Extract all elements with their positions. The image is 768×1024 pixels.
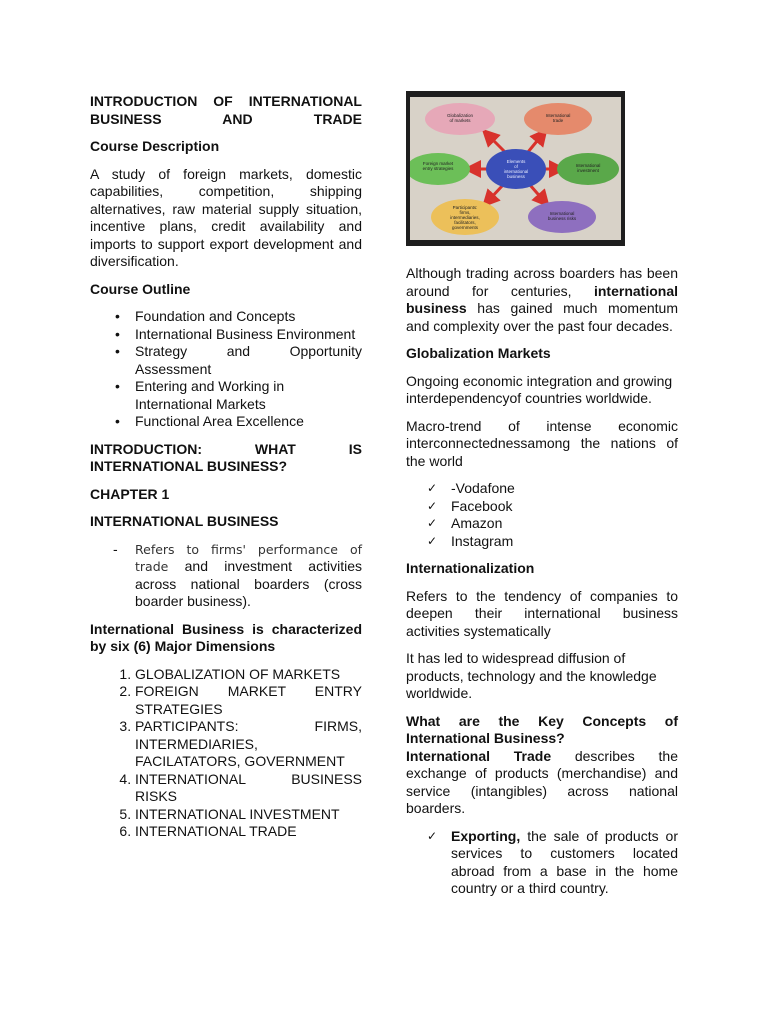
list-item: 2. FOREIGN MARKET ENTRY STRATEGIES	[135, 683, 362, 718]
ib-definition-part2: and investment activities across national boarders (cross boarder business).	[135, 558, 362, 609]
list-item: ✓ -Vodafone	[451, 480, 678, 498]
list-item: • Foundation and Concepts	[135, 308, 362, 326]
course-outline-list	[90, 308, 362, 431]
center-label: Elements of international business	[503, 159, 529, 179]
left-column	[90, 93, 362, 851]
dimensions-list	[90, 666, 362, 841]
elements-diagram	[410, 97, 621, 240]
elements-diagram-photo	[406, 91, 625, 246]
chapter-heading: CHAPTER 1	[90, 485, 170, 502]
list-item: 6. INTERNATIONAL TRADE	[135, 823, 362, 841]
node-label: International business risks	[547, 211, 577, 221]
globalization-text: Ongoing economic integration and growing interdependencyof countries worldwide.	[406, 372, 673, 406]
macro-trend-text: Macro-trend of intense economic interconnectednessamong the nations of the world	[406, 417, 678, 469]
list-item: ✓ Amazon	[451, 515, 678, 533]
international-trade-text: International Trade describes the exchange of products (merchandise) and service (intangibles) across national boarders.	[406, 747, 678, 816]
node-label: International trade	[545, 113, 571, 123]
course-description-text: A study of foreign markets, domestic capabilities, competition, shipping alternatives, raw material supply situation, incentive plans, credit availability and imports to support export development and diversification.	[90, 165, 362, 269]
right-column	[406, 265, 678, 908]
internationalization-text: Refers to the tendency of companies to deepen their international business activities systematically	[406, 587, 678, 639]
list-item	[135, 541, 362, 611]
node-label: Globalization of markets	[446, 113, 474, 123]
list-item: 4. INTERNATIONAL BUSINESS RISKS	[135, 771, 362, 806]
international-business-heading: INTERNATIONAL BUSINESS	[90, 513, 279, 529]
ib-definition-list	[90, 541, 362, 611]
diffusion-text: It has led to widespread diffusion of products, technology and the knowledge worldwide.	[406, 650, 657, 701]
dimensions-heading: International Business is characterized by six (6) Major Dimensions	[90, 620, 362, 654]
companies-list	[406, 480, 678, 550]
list-item: 3. PARTICIPANTS: FIRMS, INTERMEDIARIES, FACILATATORS, GOVERNMENT	[135, 718, 362, 771]
internationalization-heading: Internationalization	[406, 560, 535, 576]
list-item: • Strategy and Opportunity Assessment	[135, 343, 362, 378]
list-item: • International Business Environment	[135, 326, 362, 344]
globalization-heading: Globalization Markets	[406, 345, 551, 361]
intro-paragraph: Although trading across boarders has been around for centuries, international business has gained much momentum and complexity over the past four decades.	[406, 265, 678, 334]
intro-heading: INTRODUCTION: WHAT IS INTERNATIONAL BUSINESS?	[90, 440, 362, 474]
node-label: International investment	[575, 163, 601, 173]
document-title: INTRODUCTION OF INTERNATIONAL BUSINESS AND TRADE	[90, 93, 362, 127]
list-item: ✓ Exporting, the sale of products or services to customers located abroad from a base in the home country or a third country.	[451, 828, 678, 898]
exporting-list	[406, 828, 678, 898]
ib-definition-part1: Refers to firms' performance of trade	[135, 541, 362, 574]
list-item: ✓ Instagram	[451, 533, 678, 551]
node-label: Foreign market entry strategies	[422, 161, 454, 171]
list-item: 1. GLOBALIZATION OF MARKETS	[135, 666, 362, 684]
course-description-heading: Course Description	[90, 138, 220, 154]
node-label: Participants: firms, intermediaries, facilitators, governments	[450, 205, 480, 230]
key-concepts-heading: What are the Key Concepts of International Business?	[406, 712, 678, 746]
list-item: • Entering and Working in International Markets	[135, 378, 362, 413]
list-item: • Functional Area Excellence	[135, 413, 362, 431]
course-outline-heading: Course Outline	[90, 280, 191, 297]
list-item: 5. INTERNATIONAL INVESTMENT	[135, 806, 362, 824]
list-item: ✓ Facebook	[451, 498, 678, 516]
